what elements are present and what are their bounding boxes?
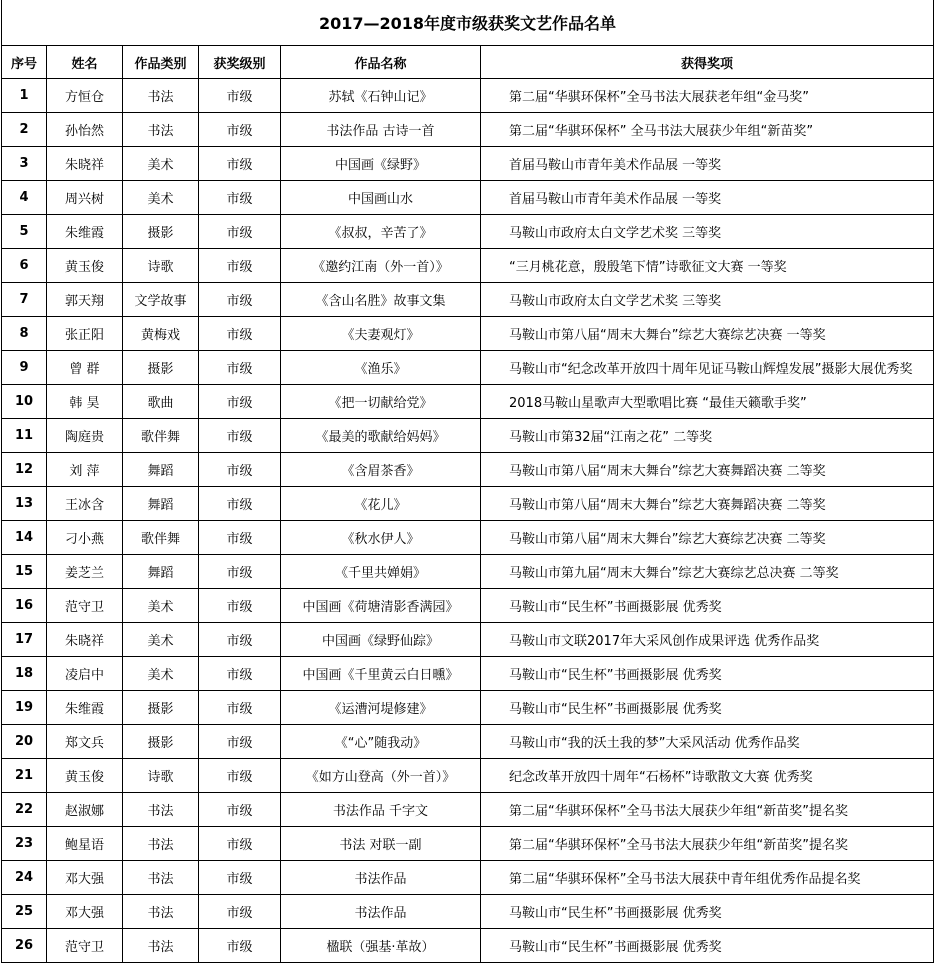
header-category: 作品类别 — [123, 46, 199, 79]
cell-award: 纪念改革开放四十周年“石杨杯”诗歌散文大赛 优秀奖 — [481, 759, 934, 793]
cell-level: 市级 — [199, 725, 281, 759]
cell-name: 曾 群 — [47, 351, 123, 385]
cell-award: 马鞍山市第32届“江南之花” 二等奖 — [481, 419, 934, 453]
cell-serial: 8 — [2, 317, 47, 351]
cell-category: 书法 — [123, 895, 199, 929]
cell-category: 黄梅戏 — [123, 317, 199, 351]
cell-category: 美术 — [123, 147, 199, 181]
cell-level: 市级 — [199, 657, 281, 691]
cell-serial: 13 — [2, 487, 47, 521]
cell-level: 市级 — [199, 623, 281, 657]
cell-work: 中国画《千里黄云白日曛》 — [281, 657, 481, 691]
cell-level: 市级 — [199, 861, 281, 895]
cell-work: 楹联（强基·革故） — [281, 929, 481, 963]
cell-award: 2018马鞍山星歌声大型歌唱比赛 “最佳天籁歌手奖” — [481, 385, 934, 419]
cell-name: 邓大强 — [47, 895, 123, 929]
cell-work: 《花儿》 — [281, 487, 481, 521]
cell-work: 苏轼《石钟山记》 — [281, 79, 481, 113]
cell-work: 《最美的歌献给妈妈》 — [281, 419, 481, 453]
header-name: 姓名 — [47, 46, 123, 79]
cell-name: 张正阳 — [47, 317, 123, 351]
cell-work: 中国画《绿野》 — [281, 147, 481, 181]
cell-serial: 4 — [2, 181, 47, 215]
cell-category: 诗歌 — [123, 759, 199, 793]
cell-name: 刘 萍 — [47, 453, 123, 487]
cell-award: 马鞍山市“民生杯”书画摄影展 优秀奖 — [481, 895, 934, 929]
cell-name: 郑文兵 — [47, 725, 123, 759]
cell-serial: 14 — [2, 521, 47, 555]
cell-work: 书法作品 — [281, 895, 481, 929]
cell-serial: 16 — [2, 589, 47, 623]
table-row — [2, 929, 934, 963]
cell-category: 歌伴舞 — [123, 521, 199, 555]
cell-name: 黄玉俊 — [47, 249, 123, 283]
cell-award: 马鞍山市“纪念改革开放四十周年见证马鞍山辉煌发展”摄影大展优秀奖 — [481, 351, 934, 385]
cell-name: 韩 昊 — [47, 385, 123, 419]
cell-level: 市级 — [199, 793, 281, 827]
cell-level: 市级 — [199, 929, 281, 963]
cell-category: 歌伴舞 — [123, 419, 199, 453]
cell-category: 书法 — [123, 79, 199, 113]
cell-work: 《夫妻观灯》 — [281, 317, 481, 351]
header-work: 作品名称 — [281, 46, 481, 79]
cell-level: 市级 — [199, 521, 281, 555]
cell-award: 马鞍山市“民生杯”书画摄影展 优秀奖 — [481, 589, 934, 623]
cell-work: 《千里共婵娟》 — [281, 555, 481, 589]
cell-name: 范守卫 — [47, 589, 123, 623]
table-row — [2, 657, 934, 691]
cell-category: 书法 — [123, 929, 199, 963]
cell-serial: 22 — [2, 793, 47, 827]
cell-category: 舞蹈 — [123, 555, 199, 589]
cell-name: 刁小燕 — [47, 521, 123, 555]
cell-award: 马鞍山市“民生杯”书画摄影展 优秀奖 — [481, 657, 934, 691]
cell-award: 马鞍山市“民生杯”书画摄影展 优秀奖 — [481, 691, 934, 725]
cell-work: 《含山名胜》故事文集 — [281, 283, 481, 317]
cell-award: 马鞍山市政府太白文学艺术奖 三等奖 — [481, 215, 934, 249]
cell-award: 马鞍山市第九届“周末大舞台”综艺大赛综艺总决赛 二等奖 — [481, 555, 934, 589]
header-level: 获奖级别 — [199, 46, 281, 79]
cell-level: 市级 — [199, 385, 281, 419]
cell-name: 鲍星语 — [47, 827, 123, 861]
table-row — [2, 895, 934, 929]
cell-name: 郭天翔 — [47, 283, 123, 317]
table-row — [2, 623, 934, 657]
cell-level: 市级 — [199, 317, 281, 351]
cell-level: 市级 — [199, 215, 281, 249]
cell-serial: 17 — [2, 623, 47, 657]
cell-award: 首届马鞍山市青年美术作品展 一等奖 — [481, 181, 934, 215]
cell-serial: 19 — [2, 691, 47, 725]
cell-serial: 10 — [2, 385, 47, 419]
cell-name: 周兴树 — [47, 181, 123, 215]
cell-category: 书法 — [123, 827, 199, 861]
cell-work: 中国画《荷塘清影香满园》 — [281, 589, 481, 623]
cell-award: 马鞍山市第八届“周末大舞台”综艺大赛综艺决赛 二等奖 — [481, 521, 934, 555]
cell-level: 市级 — [199, 79, 281, 113]
cell-work: 《如方山登高（外一首）》 — [281, 759, 481, 793]
table-row — [2, 249, 934, 283]
cell-serial: 18 — [2, 657, 47, 691]
cell-serial: 3 — [2, 147, 47, 181]
cell-award: 马鞍山市第八届“周末大舞台”综艺大赛舞蹈决赛 二等奖 — [481, 453, 934, 487]
cell-category: 摄影 — [123, 725, 199, 759]
cell-work: 《秋水伊人》 — [281, 521, 481, 555]
award-table — [1, 0, 934, 963]
cell-category: 美术 — [123, 181, 199, 215]
table-row — [2, 555, 934, 589]
header-award: 获得奖项 — [481, 46, 934, 79]
cell-award: 第二届“华骐环保杯”全马书法大展获少年组“新苗奖”提名奖 — [481, 827, 934, 861]
cell-award: 第二届“华骐环保杯” 全马书法大展获少年组“新苗奖” — [481, 113, 934, 147]
table-row — [2, 521, 934, 555]
cell-category: 书法 — [123, 113, 199, 147]
cell-level: 市级 — [199, 249, 281, 283]
cell-work: 《含眉茶香》 — [281, 453, 481, 487]
cell-category: 舞蹈 — [123, 453, 199, 487]
cell-serial: 7 — [2, 283, 47, 317]
cell-award: 马鞍山市文联2017年大采风创作成果评选 优秀作品奖 — [481, 623, 934, 657]
cell-level: 市级 — [199, 895, 281, 929]
cell-work: 书法作品 千字文 — [281, 793, 481, 827]
cell-level: 市级 — [199, 453, 281, 487]
cell-category: 摄影 — [123, 691, 199, 725]
cell-work: 《运漕河堤修建》 — [281, 691, 481, 725]
cell-category: 摄影 — [123, 215, 199, 249]
table-row — [2, 793, 934, 827]
cell-level: 市级 — [199, 589, 281, 623]
cell-serial: 1 — [2, 79, 47, 113]
cell-name: 凌启中 — [47, 657, 123, 691]
cell-work: 中国画山水 — [281, 181, 481, 215]
cell-category: 书法 — [123, 793, 199, 827]
table-row — [2, 385, 934, 419]
cell-serial: 15 — [2, 555, 47, 589]
cell-work: 《把一切献给党》 — [281, 385, 481, 419]
cell-work: 《“心”随我动》 — [281, 725, 481, 759]
cell-category: 舞蹈 — [123, 487, 199, 521]
table-row — [2, 215, 934, 249]
cell-work: 《渔乐》 — [281, 351, 481, 385]
table-row — [2, 283, 934, 317]
cell-name: 陶庭贵 — [47, 419, 123, 453]
cell-award: “三月桃花意，殷殷笔下情”诗歌征文大赛 一等奖 — [481, 249, 934, 283]
page-title: 2017—2018年度市级获奖文艺作品名单 — [2, 0, 934, 46]
cell-award: 马鞍山市第八届“周末大舞台”综艺大赛综艺决赛 一等奖 — [481, 317, 934, 351]
cell-level: 市级 — [199, 113, 281, 147]
cell-name: 朱维霞 — [47, 691, 123, 725]
cell-serial: 26 — [2, 929, 47, 963]
cell-level: 市级 — [199, 147, 281, 181]
cell-serial: 20 — [2, 725, 47, 759]
cell-work: 书法作品 — [281, 861, 481, 895]
cell-name: 范守卫 — [47, 929, 123, 963]
cell-category: 歌曲 — [123, 385, 199, 419]
cell-name: 邓大强 — [47, 861, 123, 895]
cell-serial: 25 — [2, 895, 47, 929]
table-row — [2, 147, 934, 181]
cell-serial: 11 — [2, 419, 47, 453]
cell-name: 黄玉俊 — [47, 759, 123, 793]
cell-level: 市级 — [199, 283, 281, 317]
table-row — [2, 725, 934, 759]
table-row — [2, 79, 934, 113]
cell-level: 市级 — [199, 555, 281, 589]
table-row — [2, 759, 934, 793]
cell-work: 《叔叔，辛苦了》 — [281, 215, 481, 249]
cell-name: 朱维霞 — [47, 215, 123, 249]
cell-award: 首届马鞍山市青年美术作品展 一等奖 — [481, 147, 934, 181]
table-row — [2, 351, 934, 385]
cell-name: 姜芝兰 — [47, 555, 123, 589]
cell-category: 书法 — [123, 861, 199, 895]
cell-serial: 24 — [2, 861, 47, 895]
cell-level: 市级 — [199, 181, 281, 215]
cell-name: 孙怡然 — [47, 113, 123, 147]
cell-category: 美术 — [123, 623, 199, 657]
cell-serial: 9 — [2, 351, 47, 385]
cell-serial: 2 — [2, 113, 47, 147]
cell-category: 摄影 — [123, 351, 199, 385]
cell-name: 王冰含 — [47, 487, 123, 521]
cell-name: 朱晓祥 — [47, 147, 123, 181]
cell-award: 马鞍山市政府太白文学艺术奖 三等奖 — [481, 283, 934, 317]
cell-award: 第二届“华骐环保杯”全马书法大展获少年组“新苗奖”提名奖 — [481, 793, 934, 827]
cell-work: 中国画《绿野仙踪》 — [281, 623, 481, 657]
cell-name: 赵淑娜 — [47, 793, 123, 827]
table-row — [2, 589, 934, 623]
table-row — [2, 317, 934, 351]
cell-name: 方恒仓 — [47, 79, 123, 113]
table-row — [2, 181, 934, 215]
cell-category: 诗歌 — [123, 249, 199, 283]
cell-level: 市级 — [199, 487, 281, 521]
table-row — [2, 861, 934, 895]
table-row — [2, 691, 934, 725]
table-row — [2, 113, 934, 147]
table-row — [2, 419, 934, 453]
cell-work: 书法 对联一副 — [281, 827, 481, 861]
cell-name: 朱晓祥 — [47, 623, 123, 657]
header-serial: 序号 — [2, 46, 47, 79]
cell-award: 第二届“华骐环保杯”全马书法大展获中青年组优秀作品提名奖 — [481, 861, 934, 895]
table-row — [2, 453, 934, 487]
title-row — [2, 0, 934, 46]
cell-category: 美术 — [123, 657, 199, 691]
cell-award: 马鞍山市“民生杯”书画摄影展 优秀奖 — [481, 929, 934, 963]
cell-serial: 5 — [2, 215, 47, 249]
cell-award: 马鞍山市“我的沃土我的梦”大采风活动 优秀作品奖 — [481, 725, 934, 759]
cell-work: 《邀约江南（外一首）》 — [281, 249, 481, 283]
cell-level: 市级 — [199, 691, 281, 725]
cell-serial: 21 — [2, 759, 47, 793]
cell-level: 市级 — [199, 759, 281, 793]
cell-work: 书法作品 古诗一首 — [281, 113, 481, 147]
cell-award: 马鞍山市第八届“周末大舞台”综艺大赛舞蹈决赛 二等奖 — [481, 487, 934, 521]
cell-serial: 12 — [2, 453, 47, 487]
cell-serial: 23 — [2, 827, 47, 861]
cell-level: 市级 — [199, 827, 281, 861]
header-row — [2, 46, 934, 79]
cell-serial: 6 — [2, 249, 47, 283]
cell-category: 美术 — [123, 589, 199, 623]
cell-category: 文学故事 — [123, 283, 199, 317]
cell-level: 市级 — [199, 351, 281, 385]
table-row — [2, 827, 934, 861]
cell-award: 第二届“华骐环保杯”全马书法大展获老年组“金马奖” — [481, 79, 934, 113]
table-row — [2, 487, 934, 521]
cell-level: 市级 — [199, 419, 281, 453]
